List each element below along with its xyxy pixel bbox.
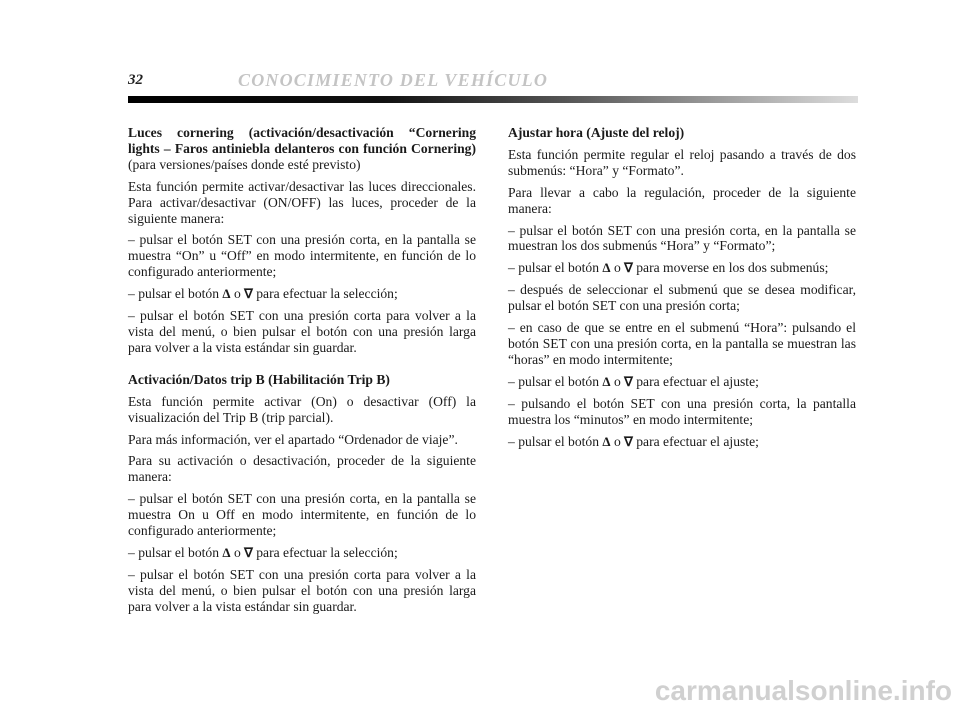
up-arrow-icon: Δ — [602, 433, 611, 449]
clock-step-adjust-hours: – pulsar el botón Δ o ∇ para efectuar el ajuste; — [508, 373, 759, 389]
down-arrow-icon: ∇ — [624, 373, 633, 389]
clock-procedure: Para llevar a cabo la regulación, proceder de la siguiente manera: — [508, 184, 856, 216]
cornering-step-select: – pulsar el botón Δ o ∇ para efectuar la selección; — [128, 286, 398, 302]
clock-step-set: – pulsar el botón SET con una presión corta, en la pantalla se muestran los dos submenús “Hora” y “Formato”; — [508, 222, 856, 254]
up-arrow-icon: Δ — [602, 260, 611, 276]
up-arrow-icon: Δ — [602, 373, 611, 389]
left-column — [128, 125, 476, 621]
right-column — [508, 125, 856, 455]
trip-b-step-set: – pulsar el botón SET con una presión corta, en la pantalla se muestra On u Off en modo intermitente, en función de lo configurado anteriormente; — [128, 491, 476, 539]
running-header: CONOCIMIENTO DEL VEHÍCULO — [238, 70, 549, 90]
clock-step-adjust-minutes: – pulsar el botón Δ o ∇ para efectuar el ajuste; — [508, 433, 759, 449]
clock-step-move: – pulsar el botón Δ o ∇ para moverse en los dos submenús; — [508, 260, 829, 276]
cornering-step-return: – pulsar el botón SET con una presión corta para volver a la vista del menú, o bien pulsar el botón con una presión larga para volver a la vista estándar sin guardar. — [128, 308, 476, 355]
cornering-heading: Luces cornering (activación/desactivación “Cornering lights – Faros antiniebla delanteros con función Cornering) — [128, 125, 476, 156]
cornering-heading-note: (para versiones/países donde esté previsto) — [128, 156, 361, 172]
cornering-step-set: – pulsar el botón SET con una presión corta, en la pantalla se muestra “On” u “Off” en modo intermitente, en función de lo configurado anteriormente; — [128, 232, 476, 280]
clock-step-hours: – en caso de que se entre en el submenú “Hora”: pulsando el botón SET con una presión corta, en la pantalla se muestran las “horas” en modo intermitente; — [508, 320, 856, 367]
clock-step-select-submenu: – después de seleccionar el submenú que se desea modificar, pulsar el botón SET con una presión corta; — [508, 282, 856, 314]
trip-b-intro: Esta función permite activar (On) o desactivar (Off) la visualización del Trip B (trip parcial). — [128, 393, 476, 425]
cornering-heading-block — [128, 125, 476, 173]
down-arrow-icon: ∇ — [244, 286, 253, 302]
up-arrow-icon: Δ — [222, 286, 231, 302]
down-arrow-icon: ∇ — [624, 433, 633, 449]
trip-b-procedure: Para su activación o desactivación, proceder de la siguiente manera: — [128, 453, 476, 485]
trip-b-step-return: – pulsar el botón SET con una presión corta para volver a la vista del menú, o bien pulsar el botón con una presión larga para volver a la vista estándar sin guardar. — [128, 566, 476, 614]
clock-step-minutes: – pulsando el botón SET con una presión corta, la pantalla muestra los “minutos” en modo intermitente; — [508, 395, 856, 427]
header-rule — [128, 96, 858, 103]
down-arrow-icon: ∇ — [624, 260, 633, 276]
cornering-intro: Esta función permite activar/desactivar las luces direccionales. Para activar/desactivar (ON/OFF) las luces, proceder de la siguiente manera: — [128, 178, 476, 226]
watermark: carmanualsonline.info — [654, 675, 952, 706]
trip-b-heading: Activación/Datos trip B (Habilitación Trip B) — [128, 371, 390, 387]
clock-intro: Esta función permite regular el reloj pasando a través de dos submenús: “Hora” y “Formato”. — [508, 146, 856, 178]
page-number: 32 — [128, 72, 143, 88]
up-arrow-icon: Δ — [222, 544, 231, 560]
trip-b-step-select: – pulsar el botón Δ o ∇ para efectuar la selección; — [128, 544, 398, 560]
down-arrow-icon: ∇ — [244, 544, 253, 560]
trip-b-info: Para más información, ver el apartado “Ordenador de viaje”. — [128, 431, 458, 447]
clock-heading: Ajustar hora (Ajuste del reloj) — [508, 125, 685, 140]
